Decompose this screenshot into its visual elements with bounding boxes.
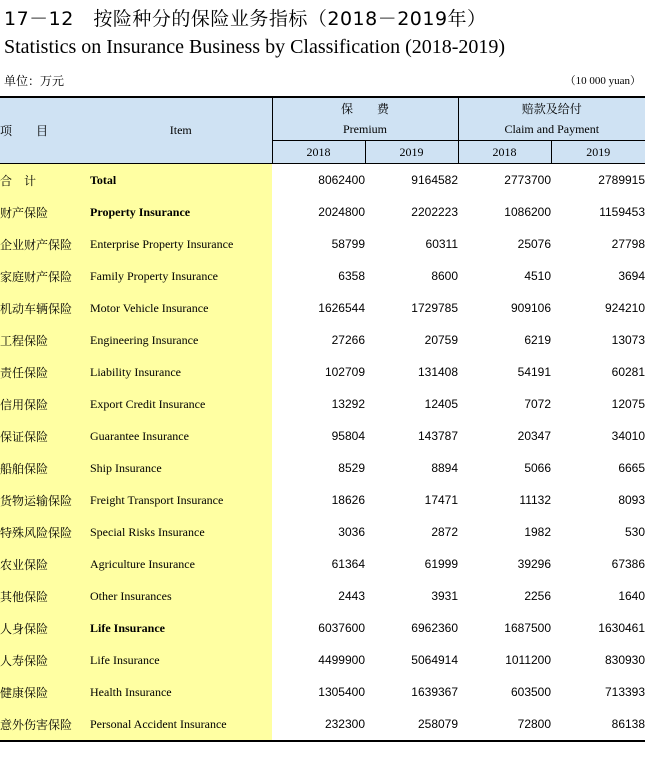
table-row [0,420,645,452]
row-label-english: Total [90,164,272,197]
row-label-english: Export Credit Insurance [90,388,272,420]
table-row [0,356,645,388]
table-row [0,644,645,676]
row-value: 830930 [604,653,645,667]
row-value: 61364 [331,557,365,571]
row-value: 1687500 [504,621,552,635]
row-label-english: Agriculture Insurance [90,548,272,580]
row-label-chinese: 家庭财产保险 [0,260,90,292]
row-value: 8529 [338,461,365,475]
header-premium-english: Premium [343,122,387,136]
row-value: 3931 [431,589,459,603]
row-value: 60281 [611,365,645,379]
row-value: 1639367 [411,685,459,699]
row-label-chinese: 企业财产保险 [0,228,90,260]
row-value: 924210 [604,301,645,315]
row-value: 5066 [524,461,552,475]
row-value: 131408 [417,365,459,379]
row-label-english: Liability Insurance [90,356,272,388]
table-row [0,580,645,612]
row-value: 5064914 [411,653,459,667]
row-value: 9164582 [411,173,459,187]
row-value: 1086200 [504,205,552,219]
row-value: 18626 [331,493,365,507]
insurance-statistics-table [0,96,645,742]
row-value: 232300 [272,708,365,741]
table-title-chinese: 17－12 按险种分的保险业务指标（2018－2019年） [4,8,487,30]
row-value: 102709 [324,365,365,379]
row-label-english: Personal Accident Insurance [90,708,272,741]
row-label-english: Family Property Insurance [90,260,272,292]
row-value: 8062400 [318,173,365,187]
row-value: 603500 [510,685,552,699]
row-value: 1159453 [599,205,645,219]
row-value: 1729785 [411,301,459,315]
header-year-premium-2018: 2018 [272,141,365,164]
row-value: 2773700 [504,173,552,187]
header-premium-chinese: 保 费 [341,102,390,116]
row-value: 2024800 [318,205,365,219]
row-label-chinese: 意外伤害保险 [0,708,90,741]
row-value: 54191 [517,365,552,379]
row-label-english: Special Risks Insurance [90,516,272,548]
row-value: 12075 [611,397,645,411]
row-value: 2443 [338,589,365,603]
row-value: 2872 [431,525,459,539]
row-label-chinese: 信用保险 [0,388,90,420]
row-value: 1640 [618,589,645,603]
row-value: 2789915 [598,173,645,187]
unit-label-chinese: 单位：万元 [4,74,65,88]
row-value: 1630461 [598,621,645,635]
row-value: 2202223 [411,205,459,219]
row-label-chinese: 合 计 [0,164,90,197]
row-label-english: Guarantee Insurance [90,420,272,452]
row-value: 6219 [524,333,552,347]
row-value: 1305400 [318,685,365,699]
row-value: 60311 [425,237,459,251]
row-label-chinese: 责任保险 [0,356,90,388]
row-value: 713393 [604,685,645,699]
table-body [0,164,645,742]
row-value: 39296 [517,557,552,571]
table-row [0,388,645,420]
table-row [0,612,645,644]
row-value: 6358 [338,269,365,283]
row-value: 1011200 [505,653,552,667]
row-value: 13292 [331,397,365,411]
row-value: 6665 [618,461,645,475]
row-value: 27798 [611,237,645,251]
row-label-chinese: 保证保险 [0,420,90,452]
row-label-chinese: 船舶保险 [0,452,90,484]
row-value: 20759 [424,333,459,347]
row-value: 1982 [524,525,552,539]
row-value: 4510 [524,269,552,283]
row-label-english: Motor Vehicle Insurance [90,292,272,324]
row-value: 6962360 [411,621,459,635]
row-label-chinese: 人寿保险 [0,644,90,676]
row-label-chinese: 农业保险 [0,548,90,580]
row-value: 2256 [524,589,552,603]
table-row [0,708,645,741]
table-title-english: Statistics on Insurance Business by Classification (2018-2019) [4,36,506,58]
table-row [0,164,645,197]
row-value: 20347 [517,429,552,443]
row-value: 8093 [618,493,645,507]
row-value: 25076 [517,237,552,251]
row-value: 1626544 [318,301,365,315]
row-value: 530 [624,525,645,539]
table-row [0,324,645,356]
header-claim-group [458,97,645,141]
row-label-english: Life Insurance [90,644,272,676]
row-label-english: Enterprise Property Insurance [90,228,272,260]
row-label-english: Freight Transport Insurance [90,484,272,516]
table-row [0,516,645,548]
row-label-english: Health Insurance [90,676,272,708]
row-value: 143787 [417,429,459,443]
row-value: 11132 [519,493,552,507]
header-year-claim-2018: 2018 [458,141,551,164]
table-row [0,484,645,516]
table-row [0,196,645,228]
row-value: 8600 [431,269,459,283]
row-value: 7072 [524,397,552,411]
row-label-english: Ship Insurance [90,452,272,484]
row-label-chinese: 货物运输保险 [0,484,90,516]
row-value: 72800 [458,708,551,741]
row-label-chinese: 特殊风险保险 [0,516,90,548]
header-item-chinese: 项 目 [0,97,90,164]
row-label-english: Engineering Insurance [90,324,272,356]
row-value: 95804 [331,429,365,443]
header-premium-group [272,97,458,141]
row-value: 3036 [338,525,365,539]
row-value: 58799 [331,237,365,251]
header-claim-english: Claim and Payment [504,122,600,136]
row-value: 67386 [611,557,645,571]
row-label-chinese: 人身保险 [0,612,90,644]
row-value: 4499900 [318,653,365,667]
row-value: 909106 [510,301,552,315]
row-value: 17471 [424,493,459,507]
row-label-chinese: 其他保险 [0,580,90,612]
row-value: 6037600 [318,621,365,635]
row-value: 12405 [424,397,459,411]
table-row [0,548,645,580]
row-label-english: Other Insurances [90,580,272,612]
row-label-english: Property Insurance [90,196,272,228]
table-row [0,228,645,260]
row-value: 34010 [611,429,645,443]
table-row [0,260,645,292]
row-label-chinese: 健康保险 [0,676,90,708]
row-value: 61999 [424,557,459,571]
header-year-premium-2019: 2019 [365,141,458,164]
row-value: 8894 [431,461,459,475]
row-value: 3694 [618,269,645,283]
unit-label-english: （10 000 yuan） [564,75,641,87]
header-year-claim-2019: 2019 [551,141,645,164]
row-label-english: Life Insurance [90,612,272,644]
table-row [0,452,645,484]
row-label-chinese: 财产保险 [0,196,90,228]
table-row [0,676,645,708]
row-label-chinese: 机动车辆保险 [0,292,90,324]
row-label-chinese: 工程保险 [0,324,90,356]
row-value: 13073 [611,333,645,347]
row-value: 258079 [365,708,458,741]
header-claim-chinese: 赔款及给付 [521,102,582,116]
row-value: 27266 [331,333,365,347]
row-value: 86138 [551,708,645,741]
header-item-english: Item [90,97,272,164]
table-row [0,292,645,324]
